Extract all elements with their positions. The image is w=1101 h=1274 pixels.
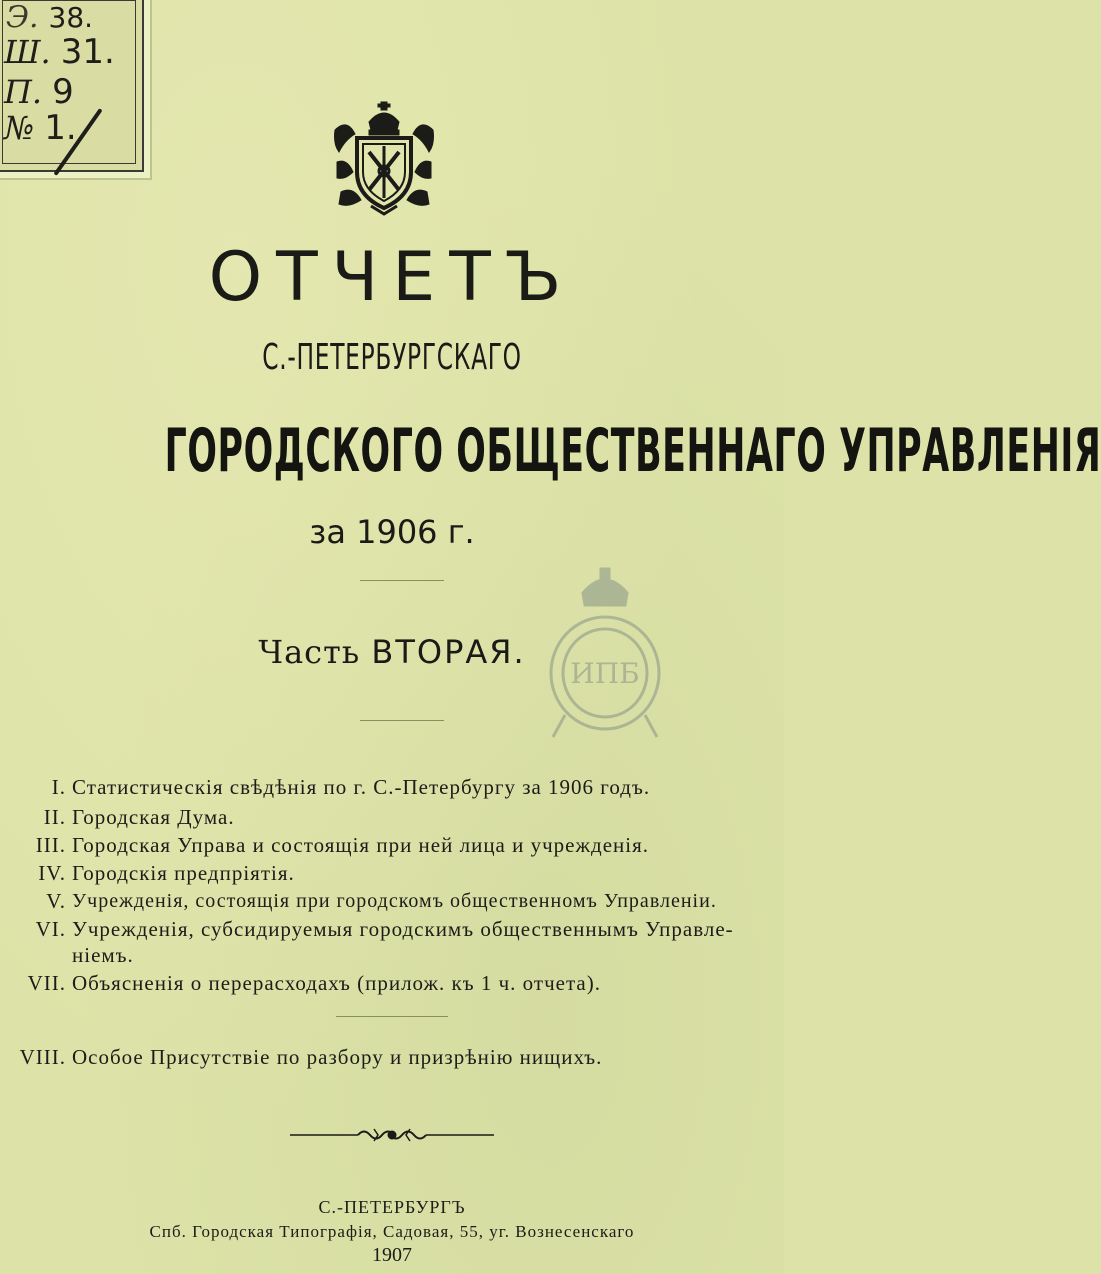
- document-part-line: [0, 632, 784, 672]
- contents-item-number: II.: [43, 805, 66, 829]
- shelf-mark-prefix-1: Ш.: [4, 33, 51, 71]
- contents-item-text: Особое Присутствіе по разбору и призрѣнію нищихъ.: [72, 1045, 603, 1069]
- flourish-divider-icon: [290, 1124, 494, 1146]
- contents-item-number: VII.: [27, 971, 66, 995]
- shelf-mark-value-3: 1.: [44, 108, 77, 148]
- shelf-mark-row-1: [4, 32, 115, 72]
- contents-item-number: III.: [35, 833, 66, 857]
- coat-of-arms-icon: [331, 100, 437, 214]
- contents-item-number: V.: [46, 889, 66, 913]
- imprint-year: 1907: [372, 1244, 412, 1266]
- contents-item-text: Городская Дума.: [72, 805, 235, 829]
- document-subtitle-body: ГОРОДСКОГО ОБЩЕСТВЕННАГО УПРАВЛЕНІЯ: [164, 416, 1101, 486]
- part-word: Часть: [258, 633, 361, 671]
- contents-item-text: Учрежденія, субсидируемыя городскимъ общественнымъ Управле-: [72, 917, 734, 941]
- divider-rule: [360, 720, 444, 721]
- part-ordinal: ВТОРАЯ.: [371, 633, 526, 671]
- shelf-mark-prefix-3: №: [4, 109, 35, 147]
- shelf-mark-row-2: [4, 72, 74, 112]
- shelf-mark-row-partial: Э. 38.: [6, 0, 94, 35]
- contents-item-text: Городская Управа и состоящія при ней лица и учрежденія.: [72, 833, 649, 857]
- contents-item-number: VI.: [35, 917, 66, 941]
- divider-rule: [360, 580, 444, 581]
- contents-item-text: Объясненія о перерасходахъ (прилож. къ 1 ч. отчета).: [72, 971, 601, 995]
- imprint-printer: Спб. Городская Типографія, Садовая, 55, уг. Вознесенскаго: [149, 1222, 635, 1241]
- stamp-monogram: ИПБ: [570, 657, 640, 690]
- shelf-mark-value-2: 9: [52, 72, 74, 112]
- contents-item-number: IV.: [38, 861, 66, 885]
- library-stamp-crown-icon: [545, 565, 665, 740]
- imprint-city: С.-ПЕТЕРБУРГЪ: [318, 1197, 466, 1217]
- shelf-mark-label: [0, 0, 144, 172]
- shelf-mark-row-3: [4, 108, 77, 148]
- contents-item-number: I.: [51, 775, 66, 799]
- shelf-mark-value-1: 31.: [60, 32, 115, 72]
- contents-item-continuation: ніемъ.: [72, 943, 134, 967]
- shelf-mark-prefix-2: П.: [4, 73, 43, 111]
- document-title: ОТЧЕТЪ: [208, 238, 576, 317]
- contents-item-text: Городскія предпріятія.: [72, 861, 295, 885]
- document-subtitle-city: С.-ПЕТЕРБУРГСКАГО: [262, 337, 522, 378]
- contents-item-text: Статистическія свѣдѣнія по г. С.-Петербургу за 1906 годъ.: [72, 775, 651, 799]
- contents-item-text: Учрежденія, состоящія при городскомъ общественномъ Управленіи.: [72, 890, 717, 912]
- document-year-line: за 1906 г.: [309, 513, 475, 551]
- divider-rule: [336, 1016, 448, 1017]
- contents-item-number: VIII.: [19, 1045, 66, 1069]
